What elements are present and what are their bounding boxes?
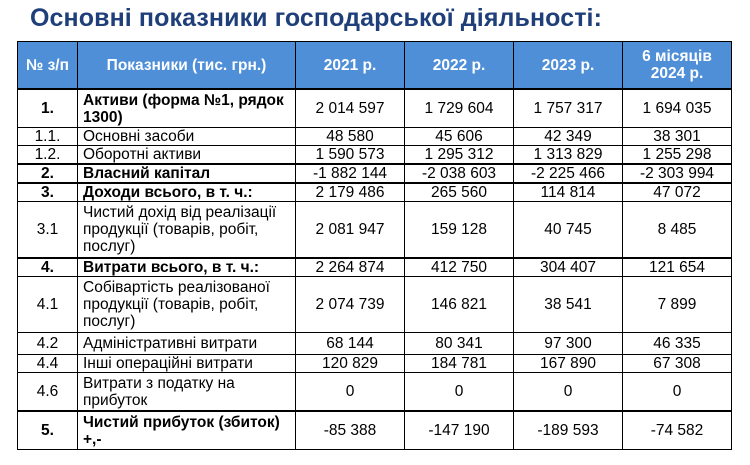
row-label: Оборотні активи <box>78 146 296 165</box>
value-6m-2024: 121 654 <box>623 258 732 277</box>
value-2023: 304 407 <box>514 258 623 277</box>
value-2022: 1 295 312 <box>405 146 514 165</box>
value-2021: 48 580 <box>296 128 405 146</box>
header-num: № з/п <box>18 42 78 90</box>
value-2022: 159 128 <box>405 202 514 259</box>
row-number: 4.2 <box>18 333 78 355</box>
table-row <box>18 202 732 259</box>
header-2022: 2022 р. <box>405 42 514 90</box>
value-2022: 265 560 <box>405 183 514 202</box>
row-number: 1.2. <box>18 146 78 165</box>
value-2023: 114 814 <box>514 183 623 202</box>
value-2021: -85 388 <box>296 411 405 450</box>
row-number: 5. <box>18 411 78 450</box>
value-2023: 38 541 <box>514 277 623 333</box>
row-label: Основні засоби <box>78 128 296 146</box>
value-2023: 0 <box>514 373 623 412</box>
value-6m-2024: 46 335 <box>623 333 732 355</box>
value-6m-2024: 67 308 <box>623 355 732 373</box>
header-2023: 2023 р. <box>514 42 623 90</box>
value-6m-2024: 1 255 298 <box>623 146 732 165</box>
table-row <box>18 277 732 333</box>
value-6m-2024: 38 301 <box>623 128 732 146</box>
row-label: Адміністративні витрати <box>78 333 296 355</box>
value-2023: -189 593 <box>514 411 623 450</box>
row-number: 4.1 <box>18 277 78 333</box>
value-2022: 146 821 <box>405 277 514 333</box>
table-row <box>18 89 732 128</box>
value-2023: 40 745 <box>514 202 623 259</box>
value-6m-2024: -74 582 <box>623 411 732 450</box>
financial-indicators-table <box>17 41 732 450</box>
value-2023: 42 349 <box>514 128 623 146</box>
value-2022: 1 729 604 <box>405 89 514 128</box>
value-2021: 1 590 573 <box>296 146 405 165</box>
row-label: Інші операційні витрати <box>78 355 296 373</box>
table-row <box>18 411 732 450</box>
row-label: Витрати всього, в т. ч.: <box>78 258 296 277</box>
row-label: Чистий прибуток (збиток) +,- <box>78 411 296 450</box>
value-2021: -1 882 144 <box>296 164 405 183</box>
table-row <box>18 183 732 202</box>
value-2021: 2 014 597 <box>296 89 405 128</box>
value-2022: 184 781 <box>405 355 514 373</box>
value-2021: 2 179 486 <box>296 183 405 202</box>
table-row <box>18 128 732 146</box>
value-2021: 2 264 874 <box>296 258 405 277</box>
row-label: Чистий дохід від реалізації продукції (товарів, робіт, послуг) <box>78 202 296 259</box>
value-2021: 68 144 <box>296 333 405 355</box>
row-number: 4. <box>18 258 78 277</box>
table-row <box>18 164 732 183</box>
value-6m-2024: -2 303 994 <box>623 164 732 183</box>
value-2022: -2 038 603 <box>405 164 514 183</box>
value-2023: 1 313 829 <box>514 146 623 165</box>
row-label: Витрати з податку на прибуток <box>78 373 296 412</box>
row-number: 3. <box>18 183 78 202</box>
value-2022: 80 341 <box>405 333 514 355</box>
value-2023: 97 300 <box>514 333 623 355</box>
row-number: 4.4 <box>18 355 78 373</box>
value-2021: 120 829 <box>296 355 405 373</box>
row-number: 1. <box>18 89 78 128</box>
row-number: 2. <box>18 164 78 183</box>
table-row <box>18 146 732 165</box>
value-2023: 167 890 <box>514 355 623 373</box>
table-row <box>18 373 732 412</box>
row-number: 3.1 <box>18 202 78 259</box>
table-row <box>18 258 732 277</box>
value-2023: -2 225 466 <box>514 164 623 183</box>
value-6m-2024: 0 <box>623 373 732 412</box>
value-2022: -147 190 <box>405 411 514 450</box>
value-2021: 0 <box>296 373 405 412</box>
value-6m-2024: 8 485 <box>623 202 732 259</box>
value-6m-2024: 7 899 <box>623 277 732 333</box>
value-2022: 0 <box>405 373 514 412</box>
row-label: Активи (форма №1, рядок 1300) <box>78 89 296 128</box>
value-2023: 1 757 317 <box>514 89 623 128</box>
value-2022: 45 606 <box>405 128 514 146</box>
row-label: Власний капітал <box>78 164 296 183</box>
value-2021: 2 074 739 <box>296 277 405 333</box>
row-number: 1.1. <box>18 128 78 146</box>
header-indicator: Показники (тис. грн.) <box>78 42 296 90</box>
value-6m-2024: 1 694 035 <box>623 89 732 128</box>
page-title: Основні показники господарської діяльності: <box>30 4 603 32</box>
header-2021: 2021 р. <box>296 42 405 90</box>
table-row <box>18 355 732 373</box>
row-number: 4.6 <box>18 373 78 412</box>
table-header-row <box>18 42 732 90</box>
row-label: Собівартість реалізованої продукції (товарів, робіт, послуг) <box>78 277 296 333</box>
header-6m-2024: 6 місяців 2024 р. <box>623 42 732 90</box>
row-label: Доходи всього, в т. ч.: <box>78 183 296 202</box>
value-6m-2024: 47 072 <box>623 183 732 202</box>
table-row <box>18 333 732 355</box>
value-2022: 412 750 <box>405 258 514 277</box>
value-2021: 2 081 947 <box>296 202 405 259</box>
